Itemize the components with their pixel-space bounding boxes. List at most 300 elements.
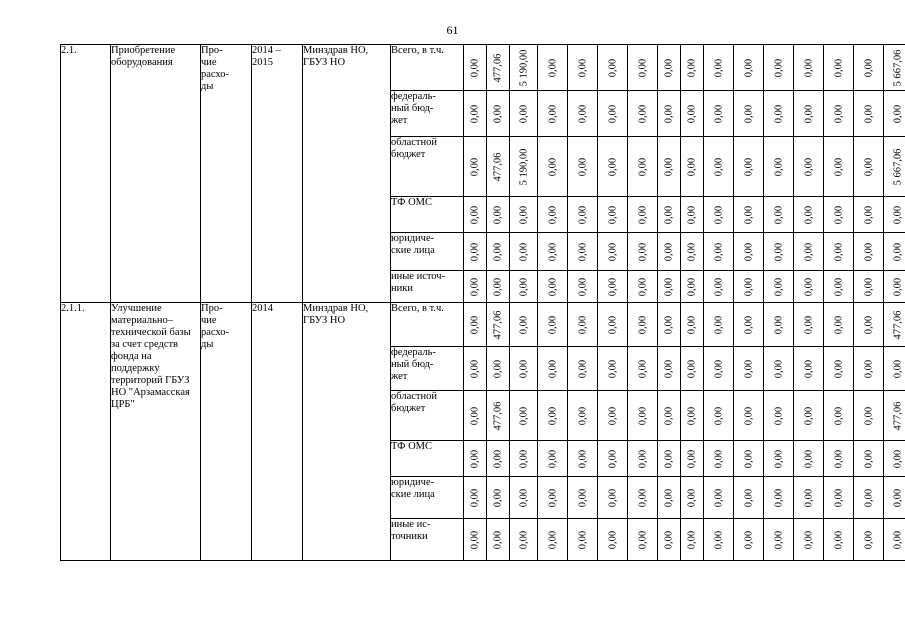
amount-cell — [734, 137, 764, 197]
amount-cell — [464, 303, 487, 347]
amount-value: 0,00 — [607, 242, 618, 261]
amount-value: 0,00 — [518, 449, 529, 468]
funding-source: юридиче- ские лица — [391, 233, 464, 271]
page-number: 61 — [446, 23, 459, 37]
amount-value: 0,00 — [863, 359, 874, 378]
amount-cell — [681, 233, 704, 271]
amount-cell — [764, 197, 794, 233]
amount-cell — [598, 271, 628, 303]
amount-value: 477,06 — [492, 152, 504, 181]
amount-cell — [794, 233, 824, 271]
amount-value: 0,00 — [892, 104, 903, 123]
amount-cell — [884, 391, 905, 441]
amount-value: 0,00 — [863, 104, 874, 123]
amount-cell — [538, 519, 568, 561]
amount-value: 0,00 — [686, 406, 698, 425]
amount-value: 0,00 — [686, 449, 698, 468]
amount-cell — [510, 347, 538, 391]
amount-value: 0,00 — [686, 242, 698, 261]
amount-cell — [794, 91, 824, 137]
amount-cell — [628, 45, 658, 91]
amount-cell — [854, 45, 884, 91]
amount-value: 0,00 — [577, 488, 588, 507]
amount-value: 0,00 — [686, 359, 698, 378]
amount-cell — [884, 441, 905, 477]
amount-value: 0,00 — [743, 488, 754, 507]
amount-value: 0,00 — [743, 242, 754, 261]
amount-cell — [884, 137, 905, 197]
amount-cell — [598, 519, 628, 561]
amount-value: 0,00 — [743, 104, 754, 123]
amount-value: 0,00 — [577, 157, 588, 176]
amount-cell — [884, 91, 905, 137]
amount-cell — [510, 303, 538, 347]
amount-cell — [734, 303, 764, 347]
amount-value: 0,00 — [713, 449, 724, 468]
amount-value: 0,00 — [803, 242, 814, 261]
amount-value: 0,00 — [833, 205, 844, 224]
amount-cell — [681, 45, 704, 91]
amount-cell — [824, 271, 854, 303]
implementation-period: 2014 — [252, 303, 303, 561]
amount-cell — [704, 197, 734, 233]
amount-value: 0,00 — [469, 58, 481, 77]
amount-value: 0,00 — [803, 449, 814, 468]
amount-value: 0,00 — [607, 277, 618, 296]
amount-value: 0,00 — [713, 242, 724, 261]
amount-cell — [568, 271, 598, 303]
funding-source: Всего, в т.ч. — [391, 45, 464, 91]
executor: Минздрав НО, ГБУЗ НО — [303, 303, 391, 561]
amount-cell — [510, 271, 538, 303]
amount-cell — [854, 519, 884, 561]
amount-cell — [538, 137, 568, 197]
amount-value: 0,00 — [637, 406, 648, 425]
amount-cell — [538, 391, 568, 441]
amount-cell — [734, 391, 764, 441]
amount-value: 0,00 — [713, 530, 724, 549]
amount-cell — [568, 45, 598, 91]
amount-cell — [464, 391, 487, 441]
amount-value: 0,00 — [686, 488, 698, 507]
amount-value: 0,00 — [743, 157, 754, 176]
amount-cell — [510, 519, 538, 561]
amount-value: 0,00 — [607, 359, 618, 378]
amount-value: 0,00 — [686, 205, 698, 224]
amount-cell — [704, 45, 734, 91]
amount-value: 0,00 — [492, 205, 504, 224]
amount-cell — [538, 233, 568, 271]
amount-value: 0,00 — [547, 488, 558, 507]
amount-cell — [734, 347, 764, 391]
amount-value: 0,00 — [773, 277, 784, 296]
amount-cell — [628, 519, 658, 561]
amount-cell — [658, 197, 681, 233]
amount-value: 0,00 — [863, 449, 874, 468]
amount-value: 0,00 — [518, 488, 529, 507]
amount-value: 0,00 — [833, 449, 844, 468]
amount-cell — [681, 391, 704, 441]
amount-value: 0,00 — [469, 242, 481, 261]
amount-cell — [658, 91, 681, 137]
amount-cell — [464, 197, 487, 233]
amount-cell — [658, 441, 681, 477]
amount-value: 0,00 — [833, 359, 844, 378]
amount-cell — [734, 91, 764, 137]
amount-cell — [464, 91, 487, 137]
amount-value: 0,00 — [607, 205, 618, 224]
amount-value: 0,00 — [637, 58, 648, 77]
amount-cell — [681, 91, 704, 137]
amount-value: 0,00 — [577, 315, 588, 334]
amount-value: 0,00 — [743, 449, 754, 468]
amount-value: 0,00 — [492, 488, 504, 507]
amount-cell — [598, 441, 628, 477]
amount-cell — [568, 303, 598, 347]
amount-cell — [658, 347, 681, 391]
amount-cell — [628, 271, 658, 303]
amount-cell — [598, 45, 628, 91]
amount-cell — [464, 233, 487, 271]
amount-cell — [658, 271, 681, 303]
amount-value: 0,00 — [637, 530, 648, 549]
amount-value: 0,00 — [743, 406, 754, 425]
amount-cell — [568, 233, 598, 271]
amount-value: 0,00 — [686, 277, 698, 296]
amount-value: 477,06 — [492, 310, 504, 339]
amount-value: 0,00 — [892, 359, 903, 378]
amount-value: 0,00 — [773, 359, 784, 378]
amount-value: 0,00 — [518, 242, 529, 261]
amount-cell — [464, 441, 487, 477]
amount-value: 0,00 — [713, 488, 724, 507]
amount-value: 0,00 — [863, 406, 874, 425]
amount-cell — [764, 137, 794, 197]
amount-cell — [487, 477, 510, 519]
amount-value: 0,00 — [663, 359, 675, 378]
funding-source: иные источ- ники — [391, 271, 464, 303]
amount-value: 0,00 — [773, 104, 784, 123]
amount-cell — [487, 197, 510, 233]
amount-cell — [538, 197, 568, 233]
amount-cell — [598, 233, 628, 271]
amount-cell — [538, 271, 568, 303]
amount-value: 0,00 — [492, 449, 504, 468]
amount-value: 0,00 — [637, 205, 648, 224]
amount-cell — [824, 441, 854, 477]
amount-value: 0,00 — [803, 104, 814, 123]
amount-value: 0,00 — [547, 157, 558, 176]
amount-cell — [704, 91, 734, 137]
amount-cell — [487, 91, 510, 137]
amount-value: 477,06 — [892, 401, 903, 430]
amount-cell — [764, 45, 794, 91]
amount-value: 5 190,00 — [518, 49, 529, 86]
amount-value: 0,00 — [577, 58, 588, 77]
amount-value: 0,00 — [637, 449, 648, 468]
amount-cell — [568, 441, 598, 477]
amount-cell — [704, 441, 734, 477]
amount-cell — [794, 137, 824, 197]
amount-value: 0,00 — [803, 359, 814, 378]
amount-value: 0,00 — [492, 530, 504, 549]
amount-value: 5 190,00 — [518, 148, 529, 185]
amount-cell — [681, 441, 704, 477]
amount-cell — [884, 271, 905, 303]
amount-cell — [764, 441, 794, 477]
amount-value: 0,00 — [492, 242, 504, 261]
amount-cell — [764, 303, 794, 347]
amount-value: 0,00 — [637, 315, 648, 334]
amount-value: 0,00 — [743, 530, 754, 549]
amount-cell — [824, 303, 854, 347]
amount-value: 0,00 — [863, 277, 874, 296]
funding-source: областной бюджет — [391, 391, 464, 441]
amount-value: 0,00 — [637, 488, 648, 507]
amount-value: 0,00 — [607, 104, 618, 123]
amount-value: 0,00 — [713, 58, 724, 77]
amount-value: 0,00 — [803, 58, 814, 77]
amount-cell — [854, 91, 884, 137]
amount-cell — [628, 91, 658, 137]
amount-cell — [764, 519, 794, 561]
amount-cell — [464, 45, 487, 91]
amount-value: 0,00 — [469, 530, 481, 549]
amount-cell — [681, 347, 704, 391]
amount-cell — [568, 91, 598, 137]
amount-cell — [628, 303, 658, 347]
amount-cell — [628, 137, 658, 197]
amount-value: 0,00 — [607, 449, 618, 468]
amount-cell — [794, 347, 824, 391]
amount-cell — [487, 391, 510, 441]
amount-value: 5 667,06 — [892, 148, 903, 185]
amount-value: 0,00 — [663, 315, 675, 334]
amount-value: 0,00 — [469, 205, 481, 224]
amount-value: 0,00 — [713, 205, 724, 224]
amount-cell — [658, 519, 681, 561]
amount-value: 0,00 — [469, 157, 481, 176]
amount-value: 0,00 — [803, 277, 814, 296]
amount-value: 0,00 — [663, 58, 675, 77]
amount-value: 0,00 — [773, 157, 784, 176]
funding-source: федераль- ный бюд- жет — [391, 347, 464, 391]
amount-value: 477,06 — [892, 310, 903, 339]
amount-cell — [764, 233, 794, 271]
amount-value: 0,00 — [607, 488, 618, 507]
amount-value: 0,00 — [607, 315, 618, 334]
amount-value: 5 667,06 — [892, 49, 903, 86]
amount-cell — [824, 91, 854, 137]
amount-cell — [510, 233, 538, 271]
amount-value: 0,00 — [518, 104, 529, 123]
amount-value: 0,00 — [892, 205, 903, 224]
amount-cell — [658, 391, 681, 441]
amount-cell — [658, 477, 681, 519]
measure-name: Улучшение материально–технической базы за счет средств фонда на поддержку территорий ГБУЗ НО "Арзамасская ЦРБ" — [111, 303, 201, 561]
amount-cell — [681, 477, 704, 519]
amount-cell — [734, 271, 764, 303]
amount-cell — [884, 197, 905, 233]
amount-value: 0,00 — [663, 157, 675, 176]
amount-value: 0,00 — [637, 157, 648, 176]
amount-value: 0,00 — [547, 530, 558, 549]
funding-source: ТФ ОМС — [391, 441, 464, 477]
amount-value: 0,00 — [518, 205, 529, 224]
amount-cell — [854, 347, 884, 391]
amount-cell — [487, 137, 510, 197]
amount-cell — [794, 519, 824, 561]
amount-cell — [464, 477, 487, 519]
amount-value: 0,00 — [773, 315, 784, 334]
amount-value: 0,00 — [833, 157, 844, 176]
amount-value: 0,00 — [686, 315, 698, 334]
table-row — [61, 45, 905, 91]
amount-cell — [628, 391, 658, 441]
amount-cell — [510, 477, 538, 519]
amount-cell — [487, 519, 510, 561]
amount-value: 0,00 — [663, 449, 675, 468]
amount-value: 0,00 — [803, 205, 814, 224]
amount-cell — [704, 519, 734, 561]
amount-cell — [704, 347, 734, 391]
amount-value: 0,00 — [892, 277, 903, 296]
amount-cell — [854, 441, 884, 477]
amount-value: 0,00 — [833, 530, 844, 549]
amount-value: 0,00 — [743, 277, 754, 296]
amount-cell — [628, 197, 658, 233]
amount-value: 0,00 — [892, 449, 903, 468]
amount-cell — [598, 391, 628, 441]
expense-type: Про- чие расхо- ды — [201, 303, 252, 561]
amount-value: 477,06 — [492, 401, 504, 430]
amount-cell — [794, 303, 824, 347]
amount-cell — [824, 137, 854, 197]
amount-cell — [568, 477, 598, 519]
table-row — [61, 303, 905, 347]
amount-cell — [487, 347, 510, 391]
amount-cell — [681, 519, 704, 561]
amount-cell — [464, 347, 487, 391]
funding-source: Всего, в т.ч. — [391, 303, 464, 347]
amount-value: 0,00 — [518, 277, 529, 296]
amount-cell — [487, 303, 510, 347]
amount-cell — [734, 477, 764, 519]
amount-value: 0,00 — [686, 530, 698, 549]
amount-value: 0,00 — [803, 530, 814, 549]
executor: Минздрав НО, ГБУЗ НО — [303, 45, 391, 303]
amount-value: 0,00 — [547, 242, 558, 261]
amount-cell — [854, 137, 884, 197]
amount-cell — [464, 137, 487, 197]
amount-cell — [734, 441, 764, 477]
amount-cell — [884, 45, 905, 91]
amount-value: 0,00 — [773, 58, 784, 77]
amount-value: 0,00 — [492, 359, 504, 378]
amount-cell — [538, 477, 568, 519]
amount-value: 0,00 — [833, 104, 844, 123]
amount-cell — [538, 45, 568, 91]
amount-value: 0,00 — [863, 242, 874, 261]
amount-value: 0,00 — [713, 406, 724, 425]
amount-cell — [764, 391, 794, 441]
amount-cell — [764, 271, 794, 303]
amount-value: 0,00 — [547, 359, 558, 378]
amount-cell — [510, 137, 538, 197]
amount-value: 0,00 — [547, 315, 558, 334]
amount-cell — [681, 271, 704, 303]
amount-cell — [704, 137, 734, 197]
amount-value: 0,00 — [492, 104, 504, 123]
amount-value: 0,00 — [686, 157, 698, 176]
amount-value: 0,00 — [833, 488, 844, 507]
amount-value: 0,00 — [663, 406, 675, 425]
amount-cell — [824, 477, 854, 519]
amount-cell — [854, 233, 884, 271]
amount-value: 0,00 — [637, 104, 648, 123]
amount-cell — [704, 233, 734, 271]
amount-cell — [681, 197, 704, 233]
amount-cell — [598, 91, 628, 137]
amount-value: 0,00 — [863, 58, 874, 77]
amount-cell — [854, 197, 884, 233]
amount-cell — [734, 45, 764, 91]
amount-cell — [854, 271, 884, 303]
amount-value: 0,00 — [518, 315, 529, 334]
amount-value: 0,00 — [663, 277, 675, 296]
amount-value: 0,00 — [833, 242, 844, 261]
amount-cell — [854, 477, 884, 519]
amount-value: 0,00 — [773, 449, 784, 468]
amount-value: 0,00 — [833, 277, 844, 296]
amount-cell — [794, 45, 824, 91]
amount-value: 0,00 — [547, 104, 558, 123]
amount-value: 0,00 — [663, 205, 675, 224]
amount-cell — [568, 137, 598, 197]
amount-value: 0,00 — [713, 315, 724, 334]
amount-cell — [704, 391, 734, 441]
amount-cell — [764, 477, 794, 519]
amount-cell — [794, 477, 824, 519]
amount-value: 0,00 — [863, 205, 874, 224]
amount-cell — [510, 45, 538, 91]
funding-source: ТФ ОМС — [391, 197, 464, 233]
amount-value: 0,00 — [773, 242, 784, 261]
amount-cell — [658, 233, 681, 271]
amount-value: 0,00 — [547, 406, 558, 425]
amount-cell — [538, 441, 568, 477]
amount-value: 0,00 — [607, 406, 618, 425]
amount-cell — [824, 45, 854, 91]
row-code: 2.1.1. — [61, 303, 111, 561]
amount-cell — [568, 347, 598, 391]
amount-value: 0,00 — [773, 205, 784, 224]
amount-cell — [884, 347, 905, 391]
amount-value: 0,00 — [713, 157, 724, 176]
amount-cell — [658, 303, 681, 347]
amount-cell — [734, 519, 764, 561]
expense-type: Про- чие расхо- ды — [201, 45, 252, 303]
amount-value: 0,00 — [547, 205, 558, 224]
amount-value: 0,00 — [663, 242, 675, 261]
funding-source: областной бюджет — [391, 137, 464, 197]
amount-value: 0,00 — [743, 315, 754, 334]
amount-value: 0,00 — [773, 406, 784, 425]
amount-cell — [510, 441, 538, 477]
amount-cell — [487, 45, 510, 91]
amount-cell — [658, 137, 681, 197]
amount-cell — [510, 91, 538, 137]
